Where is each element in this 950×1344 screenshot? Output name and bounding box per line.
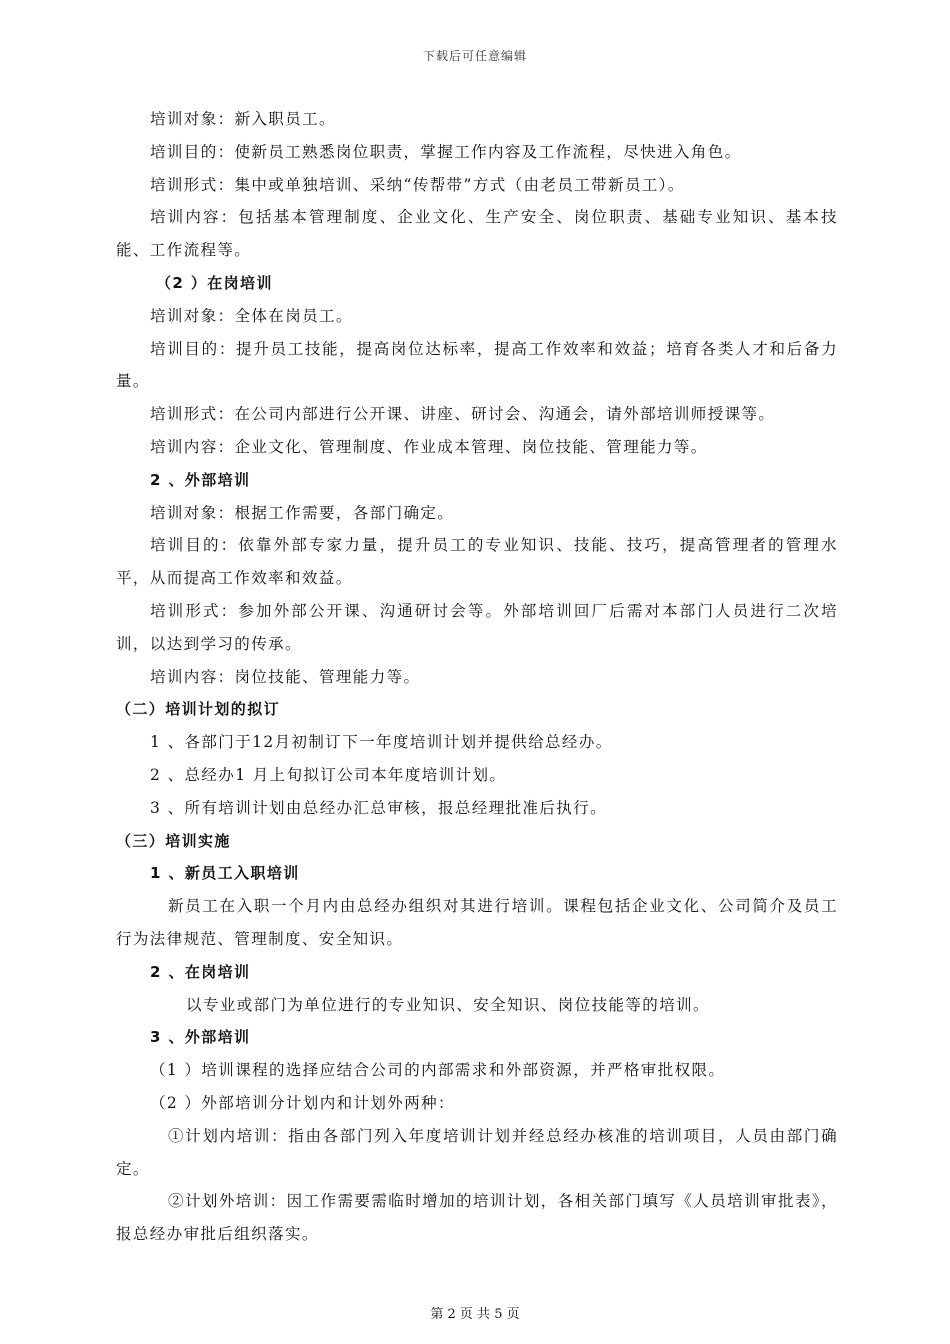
paragraph: 培训对象：新入职员工。: [150, 110, 336, 128]
list-item: （2 ）外部培训分计划内和计划外两种：: [150, 1093, 455, 1112]
subsection-heading: 2 、外部培训: [150, 470, 251, 489]
subsection-heading: 3 、外部培训: [150, 1028, 251, 1047]
list-item: 1 、各部门于12月初制订下一年度培训计划并提供给总经办。: [150, 733, 613, 752]
subsection-heading: 1 、新员工入职培训: [150, 864, 300, 883]
paragraph: 新员工在入职一个月内由总经办组织对其进行培训。课程包括企业文化、公司简介及员工行为法律规范、管理制度、安全知识。: [116, 897, 838, 948]
section-heading: （二）培训计划的拟订: [116, 700, 281, 719]
list-item: ②计划外培训：因工作需要需临时增加的培训计划，各相关部门填写《人员培训审批表》，报总经办审批后组织落实。: [116, 1192, 838, 1244]
paragraph: 培训内容：企业文化、管理制度、作业成本管理、岗位技能、管理能力等。: [150, 437, 708, 456]
paragraph: 培训形式：集中或单独培训、采纳“传帮带”方式（由老员工带新员工）。: [150, 175, 685, 194]
list-item: 2 、总经办1 月上旬拟订公司本年度培训计划。: [150, 765, 507, 784]
subsection-heading: （2 ）在岗培训: [156, 273, 273, 292]
paragraph: 培训对象：根据工作需要，各部门确定。: [150, 503, 455, 522]
document-body: [116, 103, 838, 1251]
paragraph: 以专业或部门为单位进行的专业知识、安全知识、岗位技能等的培训。: [186, 995, 710, 1014]
paragraph: 培训目的：使新员工熟悉岗位职责，掌握工作内容及工作流程，尽快进入角色。: [150, 142, 742, 161]
page-footer: 第 2 页 共 5 页: [430, 1307, 520, 1322]
paragraph: 培训形式：参加外部公开课、沟通研讨会等。外部培训回厂后需对本部门人员进行二次培训，以达到学习的传承。: [116, 601, 838, 653]
paragraph: 培训对象：全体在岗员工。: [150, 306, 353, 325]
section-heading: （三）培训实施: [116, 831, 231, 850]
page-header: 下载后可任意编辑: [422, 49, 527, 63]
list-item: 3 、所有培训计划由总经办汇总审核，报总经理批准后执行。: [150, 798, 607, 817]
paragraph: 培训内容：岗位技能、管理能力等。: [150, 667, 421, 686]
paragraph: 培训目的：提升员工技能，提高岗位达标率，提高工作效率和效益；培育各类人才和后备力量。: [116, 339, 838, 391]
paragraph: 培训内容：包括基本管理制度、企业文化、生产安全、岗位职责、基础专业知识、基本技能、工作流程等。: [116, 208, 838, 260]
list-item: （1 ）培训课程的选择应结合公司的内部需求和外部资源，并严格审批权限。: [150, 1061, 726, 1080]
paragraph: 培训形式：在公司内部进行公开课、讲座、研讨会、沟通会，请外部培训师授课等。: [150, 405, 776, 424]
paragraph: 培训目的：依靠外部专家力量，提升员工的专业知识、技能、技巧，提高管理者的管理水平，从而提高工作效率和效益。: [116, 536, 838, 588]
list-item: ①计划内培训：指由各部门列入年度培训计划并经总经办核准的培训项目，人员由部门确定。: [116, 1126, 838, 1178]
subsection-heading: 2 、在岗培训: [150, 962, 251, 981]
